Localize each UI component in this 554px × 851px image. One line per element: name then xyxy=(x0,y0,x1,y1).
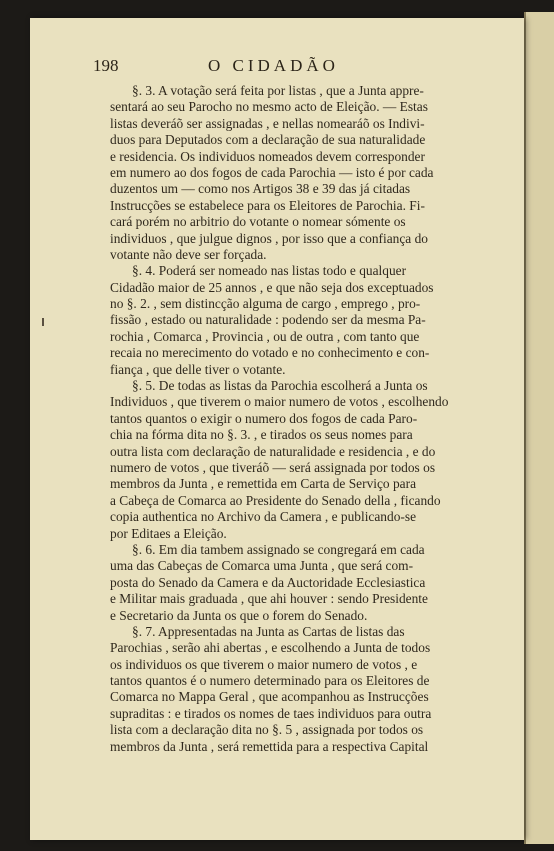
text-line: os individuos os que tiverem o maior numero de votos , e xyxy=(110,656,418,672)
text-line: duos para Deputados com a declaração de sua naturalidade xyxy=(110,132,426,148)
text-line: posta do Senado da Camera e da Auctoridade Ecclesiastica xyxy=(110,574,426,590)
margin-mark xyxy=(42,318,44,326)
text-line: lista com a declaração dita no §. 5 , assignada por todos os xyxy=(110,722,424,738)
text-line: Cidadão maior de 25 annos , e que não seja dos exceptuados xyxy=(110,279,434,295)
text-line: §. 3. A votação será feita por listas , que a Junta appre- xyxy=(132,83,424,98)
text-line: a Cabeça de Comarca ao Presidente do Senado della , ficando xyxy=(110,492,441,508)
text-line: tantos quantos é o numero determinado para os Eleitores de xyxy=(110,673,430,689)
text-line: fiança , que delle tiver o votante. xyxy=(110,361,286,377)
text-line: e residencia. Os individuos nomeados devem corresponder xyxy=(110,148,425,164)
page-number: 198 xyxy=(93,56,119,75)
text-line: membros da Junta , será remettida para a respectiva Capital xyxy=(110,738,429,754)
next-page-edge xyxy=(524,12,554,844)
text-line: chia na fórma dita no §. 3. , e tirados os seus nomes para xyxy=(110,427,413,443)
text-line: §. 4. Poderá ser nomeado nas listas todo e qualquer xyxy=(132,263,407,279)
text-line: cará porém no arbitrio do votante o nomear sómente os xyxy=(110,214,406,230)
text-line: tantos quantos o exigir o numero dos fogos de cada Paro- xyxy=(110,410,418,426)
text-line: §. 6. Em dia tambem assignado se congregará em cada xyxy=(132,541,425,557)
text-line: outra lista com declaração de naturalidade e residencia , e do xyxy=(110,443,436,459)
text-line: sentará ao seu Parocho no mesmo acto de Eleição. — Estas xyxy=(110,99,428,115)
text-line: e Secretario da Junta os que o forem do Senado. xyxy=(110,607,368,623)
body-text xyxy=(110,83,484,755)
text-line: duzentos um — como nos Artigos 38 e 39 das já citadas xyxy=(110,181,411,197)
text-line: supraditas : e tirados os nomes de taes individuos para outra xyxy=(110,705,432,721)
text-line: no §. 2. , sem distincção alguma de cargo , emprego , pro- xyxy=(110,296,421,312)
running-head: O CIDADÃO xyxy=(208,56,339,75)
text-line: Comarca no Mappa Geral , que acompanhou as Instrucções xyxy=(110,689,429,705)
text-line: Parochias , serão ahi abertas , e escolhendo a Junta de todos xyxy=(110,640,431,656)
text-line: numero de votos , que tiveráõ — será assignada por todos os xyxy=(110,459,436,475)
text-line: em numero ao dos fogos de cada Parochia — isto é por cada xyxy=(110,164,434,180)
text-line: fissão , estado ou naturalidade : podendo ser da mesma Pa- xyxy=(110,312,426,328)
text-line: e Militar mais graduada , que ahi houver : sendo Presidente xyxy=(110,591,428,607)
text-line: rochia , Comarca , Provincia , ou de outra , com tanto que xyxy=(110,328,420,344)
text-line: recaia no merecimento do votado e no conhecimento e con- xyxy=(110,345,430,361)
text-line: individuos , que julgue dignos , por isso que a confiança do xyxy=(110,230,428,246)
page-header xyxy=(93,56,493,80)
text-line: Instrucções se estabelece para os Eleitores de Parochia. Fi- xyxy=(110,197,425,213)
text-line: uma das Cabeças de Comarca uma Junta , que será com- xyxy=(110,558,414,574)
text-line: Individuos , que tiverem o maior numero de votos , escolhendo xyxy=(110,394,449,410)
text-line: membros da Junta , e remettida em Carta de Serviço para xyxy=(110,476,417,492)
text-line: §. 5. De todas as listas da Parochia escolherá a Junta os xyxy=(132,378,428,394)
text-line: listas deveráõ ser assignadas , e nellas nomearáõ os Indivi- xyxy=(110,115,425,131)
text-line: §. 7. Appresentadas na Junta as Cartas de listas das xyxy=(132,623,405,639)
text-line: votante não deve ser forçada. xyxy=(110,246,267,262)
text-line: por Editaes a Eleição. xyxy=(110,525,227,541)
text-line: copia authentica no Archivo da Camera , e publicando-se xyxy=(110,509,417,525)
